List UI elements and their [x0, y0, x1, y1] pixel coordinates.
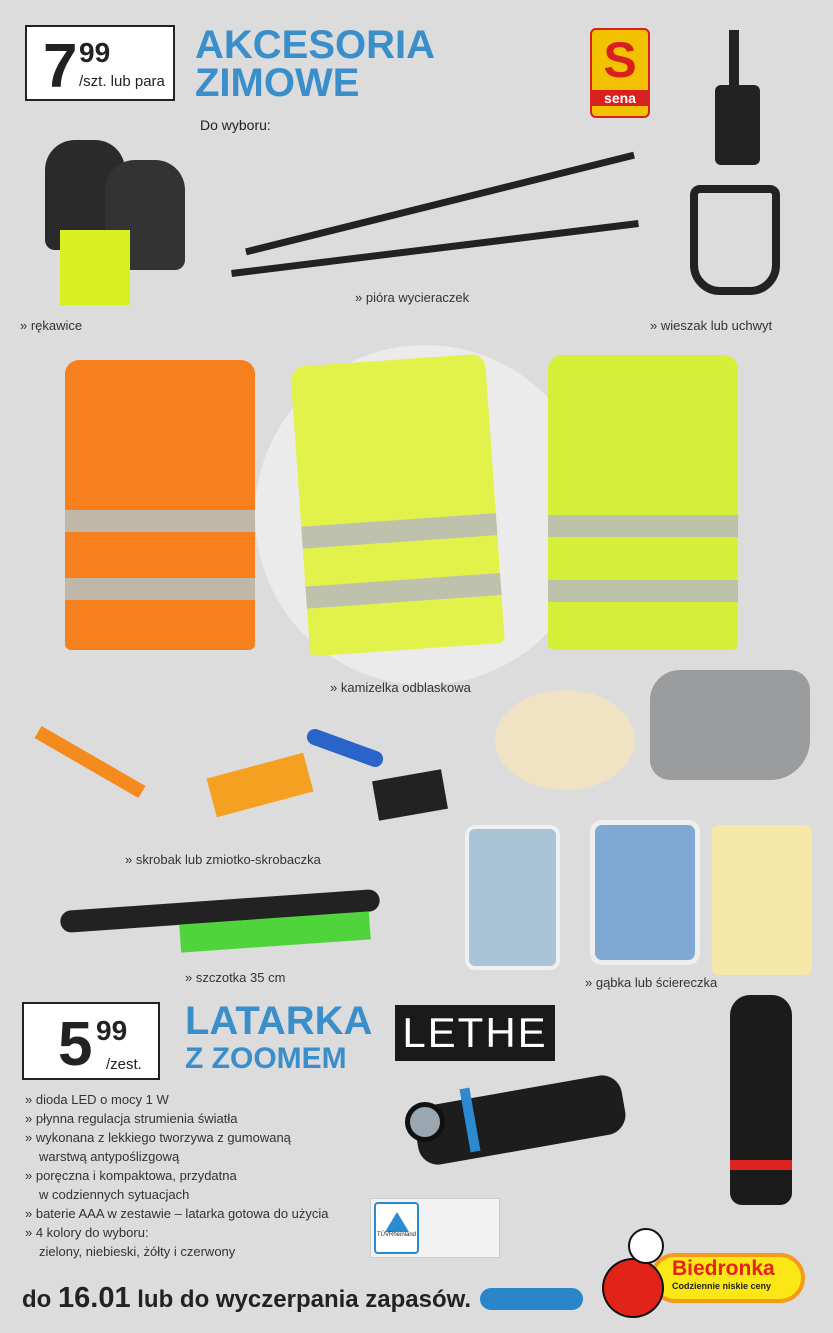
label-hanger: » wieszak lub uchwyt: [650, 318, 773, 333]
title-line-1: LATARKA: [185, 999, 373, 1043]
gloves-image: [45, 140, 185, 310]
title-line-1: AKCESORIA: [195, 23, 436, 67]
green-vest-image: [548, 355, 738, 650]
price-main: 5: [58, 1010, 90, 1079]
subtitle: Do wyboru:: [200, 117, 271, 133]
label-sponge: » gąbka lub ściereczka: [585, 975, 718, 990]
accent-bar: [480, 1288, 583, 1310]
scrapers-image: [30, 735, 460, 835]
microfiber-mitt-image: [495, 690, 635, 790]
biedronka-logo: Biedronka Codziennie niskie ceny: [600, 1218, 810, 1318]
feature-item: » 4 kolory do wyboru:: [25, 1225, 149, 1240]
sena-logo: S sena: [590, 28, 650, 118]
label-scraper: » skrobak lub zmiotko-skrobaczka: [125, 852, 321, 867]
price-main: 7: [43, 32, 75, 101]
flashlight-image: [395, 1080, 625, 1160]
label-wipers: » pióra wycieraczek: [355, 290, 470, 305]
price-box-flashlight: [22, 1002, 160, 1080]
feature-item: » dioda LED o mocy 1 W: [25, 1092, 169, 1107]
price-box-accessories: [25, 25, 175, 101]
grey-cloth-image: [650, 670, 810, 780]
feature-item: » wykonana z lekkiego tworzywa z gumowaną: [25, 1130, 291, 1145]
feature-item: » baterie AAA w zestawie – latarka gotowa do użycia: [25, 1206, 329, 1221]
lethe-logo: LETHE: [395, 1005, 555, 1061]
title-line-2: Z ZOOMEM: [185, 1042, 347, 1075]
sponge-blue-image: [590, 820, 700, 965]
offer-title: [195, 23, 436, 105]
flashlight-vertical-image: [730, 995, 792, 1205]
feature-item: warstwą antypoślizgową: [39, 1149, 180, 1164]
price-unit: /zest.: [106, 1056, 142, 1073]
flashlight-title: [185, 999, 373, 1078]
feature-item: » płynna regulacja strumienia światła: [25, 1111, 238, 1126]
title-line-2: ZIMOWE: [195, 61, 360, 105]
yellow-vest-image: [290, 354, 505, 657]
validity-prefix: do: [22, 1286, 58, 1313]
validity-date: 16.01: [58, 1282, 131, 1314]
wiper-blades-image: [230, 150, 650, 280]
sponge-blue-mesh-image: [465, 825, 560, 970]
sponge-yellow-image: [712, 825, 812, 975]
hanger-image: [705, 30, 765, 165]
price-unit: /szt. lub para: [79, 73, 165, 90]
cup-holder-image: [690, 185, 780, 295]
feature-item: zielony, niebieski, żółty i czerwony: [39, 1244, 236, 1259]
brush-image: [60, 890, 380, 955]
price-cents: 99: [96, 1015, 128, 1046]
label-vest: » kamizelka odblaskowa: [330, 680, 471, 695]
validity-text: [22, 1282, 471, 1315]
price-cents: 99: [79, 37, 111, 68]
validity-suffix: lub do wyczerpania zapasów.: [130, 1286, 472, 1313]
label-brush: » szczotka 35 cm: [185, 970, 286, 985]
orange-vest-image: [65, 360, 255, 650]
feature-item: w codziennych sytuacjach: [39, 1187, 190, 1202]
tuv-cert-badge: TÜVRheinland: [370, 1198, 500, 1258]
label-gloves: » rękawice: [20, 318, 83, 333]
feature-list: [25, 1090, 329, 1261]
feature-item: » poręczna i kompaktowa, przydatna: [25, 1168, 237, 1183]
